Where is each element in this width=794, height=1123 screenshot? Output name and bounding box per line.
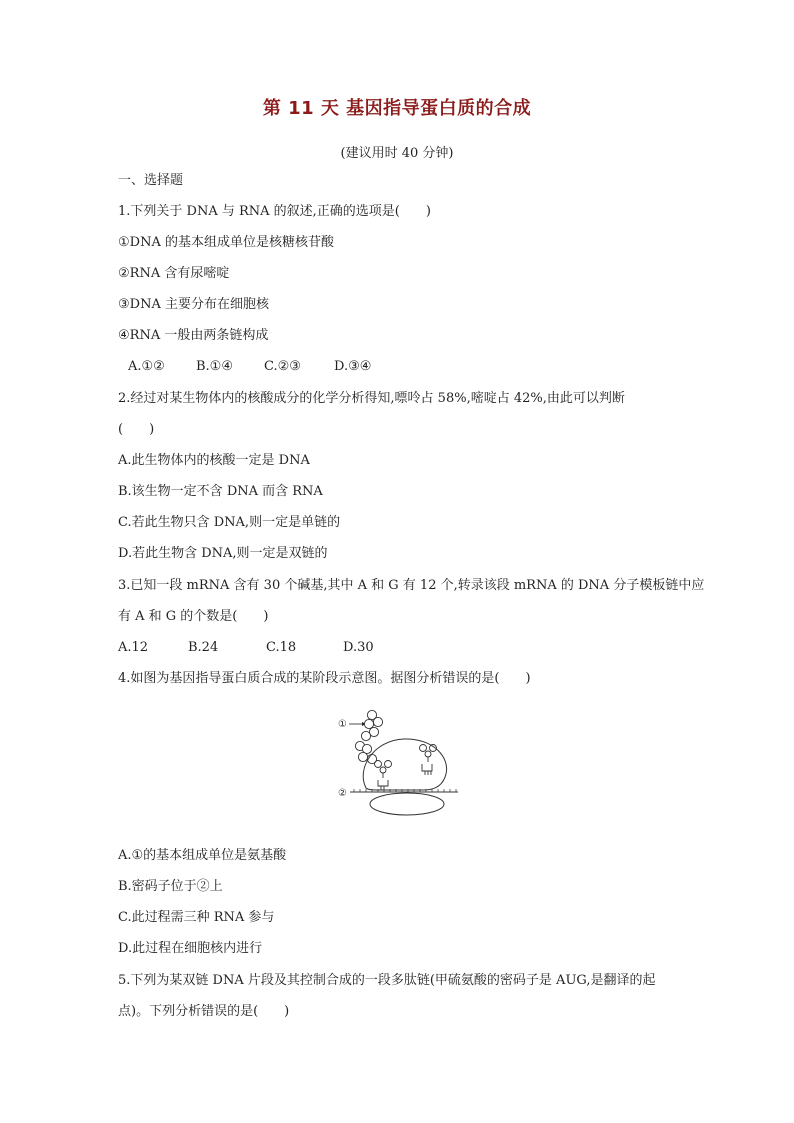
q1-item-3: ③DNA 主要分布在细胞核 — [118, 297, 269, 312]
trna-left — [375, 761, 392, 791]
q1-option-a: A.①② — [128, 359, 165, 374]
q4-option-c: C.此过程需三种 RNA 参与 — [118, 910, 275, 925]
page-title: 第 11 天 基因指导蛋白质的合成 — [262, 98, 532, 119]
q4-option-d: D.此过程在细胞核内进行 — [118, 941, 263, 956]
q1-item-4: ④RNA 一般由两条链构成 — [118, 328, 269, 343]
section-heading: 一、选择题 — [118, 173, 184, 188]
q2-stem-line-1: 2.经过对某生物体内的核酸成分的化学分析得知,嘌呤占 58%,嘧啶占 42%,由此可以判断 — [118, 391, 625, 406]
q3-options — [118, 639, 688, 657]
ribosome-large-subunit — [363, 739, 446, 790]
q2-option-d: D.若此生物含 DNA,则一定是双链的 — [118, 546, 328, 561]
q1-option-c: C.②③ — [264, 359, 301, 374]
q4-option-b: B.密码子位于②上 — [118, 879, 223, 894]
q5-stem-line-1: 5.下列为某双链 DNA 片段及其控制合成的一段多肽链(甲硫氨酸的密码子是 AUG,是翻译的起 — [118, 973, 656, 988]
q4-option-a: A.①的基本组成单位是氨基酸 — [118, 848, 287, 863]
q3-stem-line-2: 有 A 和 G 的个数是( ) — [118, 609, 269, 624]
figure-label-2: ② — [338, 788, 347, 799]
translation-figure — [336, 706, 460, 818]
q2-option-c: C.若此生物只含 DNA,则一定是单链的 — [118, 515, 341, 530]
q5-stem-line-2: 点)。下列分析错误的是( ) — [118, 1004, 290, 1019]
q4-stem: 4.如图为基因指导蛋白质合成的某阶段示意图。据图分析错误的是( ) — [118, 671, 531, 686]
q1-stem: 1.下列关于 DNA 与 RNA 的叙述,正确的选项是( ) — [118, 204, 431, 219]
figure-label-1: ① — [338, 719, 347, 730]
ribosome-small-subunit — [370, 793, 444, 815]
q1-option-d: D.③④ — [334, 359, 372, 374]
q1-item-1: ①DNA 的基本组成单位是核糖核苷酸 — [118, 235, 334, 250]
q3-option-d: D.30 — [343, 640, 374, 655]
q1-item-2: ②RNA 含有尿嘧啶 — [118, 266, 230, 281]
trna-right — [420, 745, 437, 776]
q2-option-a: A.此生物体内的核酸一定是 DNA — [118, 453, 310, 468]
q3-option-b: B.24 — [188, 640, 219, 655]
polypeptide-chain — [355, 710, 382, 763]
q3-option-a: A.12 — [118, 640, 149, 655]
q3-stem-line-1: 3.已知一段 mRNA 含有 30 个碱基,其中 A 和 G 有 12 个,转录该段 mRNA 的 DNA 分子模板链中应 — [118, 578, 705, 593]
q2-stem-line-2: ( ) — [118, 422, 155, 437]
q1-options — [128, 358, 698, 376]
q1-option-b: B.①④ — [196, 359, 233, 374]
suggested-time: (建议用时 40 分钟) — [340, 146, 454, 161]
q2-option-b: B.该生物一定不含 DNA 而含 RNA — [118, 484, 323, 499]
q3-option-c: C.18 — [266, 640, 297, 655]
